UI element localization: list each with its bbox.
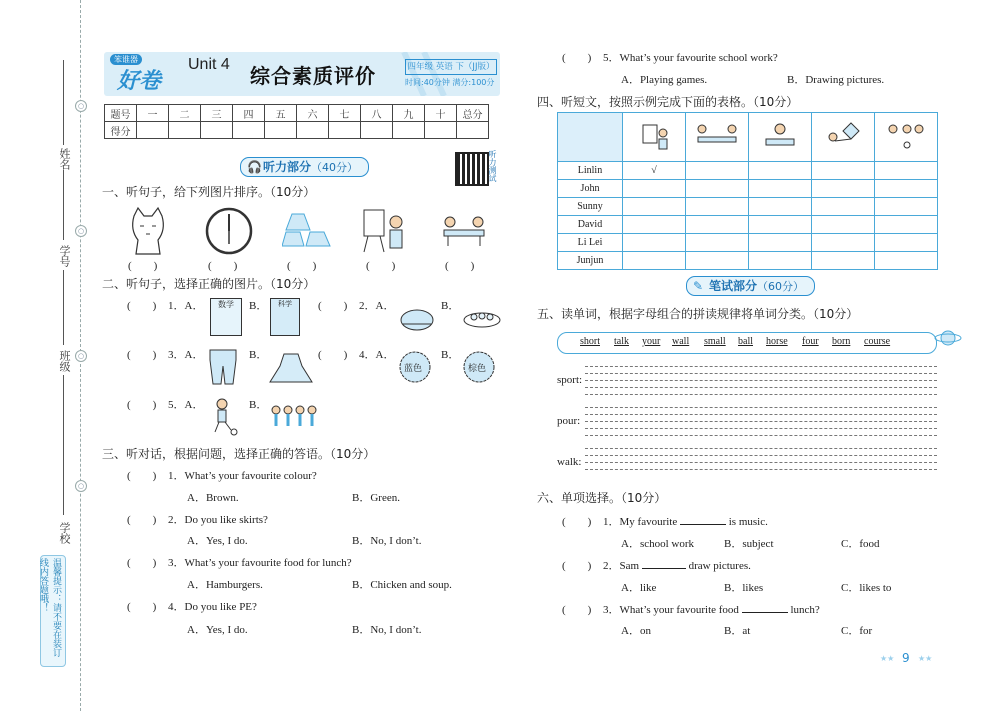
score-cell: 十 — [425, 105, 457, 122]
option-b: B．No, I don’t. — [352, 624, 422, 636]
score-cell: 三 — [201, 105, 233, 122]
score-input-cell[interactable] — [329, 122, 361, 139]
option-b: B．subject — [724, 538, 774, 550]
written-points: （60分） — [757, 280, 805, 293]
option-a: A．Playing games. — [621, 74, 708, 86]
grade-badge: 四年级 英语 下（JJ版） — [405, 59, 497, 75]
math-book-picture — [210, 298, 242, 336]
answer-blank[interactable]: ( ) — [127, 349, 157, 361]
page-title: 综合素质评价 — [250, 64, 376, 88]
answer-blank[interactable]: ( ) — [127, 470, 157, 482]
word: talk — [614, 336, 629, 347]
score-table-header-row — [105, 105, 489, 122]
section-1-title: 一、听句子，给下列图片排序。（10分） — [102, 185, 316, 199]
answer-blank[interactable]: ( ) — [128, 260, 158, 272]
table-cell[interactable] — [812, 234, 875, 252]
table-row — [558, 252, 938, 270]
table-cell[interactable] — [812, 180, 875, 198]
page-number: 9 — [902, 651, 910, 665]
table-row — [558, 198, 938, 216]
option-c: C．likes to — [841, 582, 892, 594]
student-no-label: 学号 — [58, 245, 71, 267]
science-book-picture — [270, 298, 300, 336]
question-3-1: 1．What’s your favourite colour? — [168, 470, 317, 482]
cat-picture — [126, 206, 170, 256]
answer-blank[interactable]: ( ) — [445, 260, 475, 272]
table-cell[interactable] — [686, 216, 749, 234]
student-name: Li Lei — [558, 234, 623, 252]
activity-kite-icon — [812, 113, 875, 162]
write-line[interactable] — [585, 469, 937, 470]
table-cell[interactable] — [875, 252, 938, 270]
table-cell[interactable] — [686, 252, 749, 270]
table-cell[interactable] — [749, 198, 812, 216]
planet-icon — [934, 326, 964, 350]
qr-label: 听力测试 — [488, 150, 497, 182]
class-write-line — [63, 270, 64, 345]
table-cell[interactable] — [623, 252, 686, 270]
student-name: Sunny — [558, 198, 623, 216]
score-input-cell[interactable] — [393, 122, 425, 139]
write-line[interactable] — [585, 387, 937, 388]
table-cell[interactable] — [623, 234, 686, 252]
score-cell: 七 — [329, 105, 361, 122]
student-name: John — [558, 180, 623, 198]
table-cell[interactable] — [812, 216, 875, 234]
word: four — [802, 336, 819, 347]
answer-blank[interactable]: ( ) — [127, 514, 157, 526]
listening-table — [557, 112, 938, 270]
option-b: B． — [441, 349, 460, 361]
table-row — [558, 162, 938, 180]
question-2-5: 5．A． — [168, 399, 204, 411]
clock-picture — [204, 206, 254, 256]
question-2-4: 4．A． — [359, 349, 395, 361]
math-book-label: 数学 — [218, 300, 234, 309]
binding-hole: ○ — [75, 350, 87, 362]
qr-code-icon[interactable] — [455, 152, 489, 186]
table-cell[interactable] — [623, 180, 686, 198]
student-no-write-line — [63, 170, 64, 240]
name-write-line — [63, 60, 64, 145]
score-input-cell[interactable] — [297, 122, 329, 139]
table-cell[interactable] — [686, 180, 749, 198]
write-line[interactable] — [585, 435, 937, 436]
write-line[interactable] — [585, 394, 937, 395]
written-section-header — [686, 276, 815, 296]
activity-drawing-icon — [623, 113, 686, 162]
answer-blank[interactable]: ( ) — [562, 604, 592, 616]
answer-blank[interactable]: ( ) — [127, 399, 157, 411]
option-c: C．food — [841, 538, 880, 550]
check-mark: √ — [623, 162, 686, 180]
category-label-walk: walk: — [557, 456, 582, 468]
written-title: 笔试部分 — [709, 279, 758, 293]
option-b: B．likes — [724, 582, 764, 594]
brand-logo: 好卷 — [117, 69, 162, 94]
option-a: A．Hamburgers. — [187, 579, 263, 591]
question-6-3: 3．What’s your favourite food lunch? — [603, 604, 820, 616]
option-b: B．Chicken and soup. — [352, 579, 452, 591]
write-line[interactable] — [585, 414, 937, 415]
student-name: Linlin — [558, 162, 623, 180]
option-a: A．on — [621, 625, 651, 637]
write-line[interactable] — [585, 448, 937, 449]
option-a: A．Yes, I do. — [187, 624, 248, 636]
score-cell: 题号 — [105, 105, 137, 122]
table-cell[interactable] — [686, 162, 749, 180]
girl-drawing-picture — [360, 206, 410, 254]
section-3-title: 三、听对话，根据问题，选择正确的答语。（10分） — [102, 447, 376, 461]
question-3-2: 2．Do you like skirts? — [168, 514, 268, 526]
student-name: Junjun — [558, 252, 623, 270]
answer-blank[interactable]: ( ) — [562, 560, 592, 572]
table-header-row — [558, 113, 938, 162]
category-label-sport: sport: — [557, 374, 583, 386]
section-2-title: 二、听句子，选择正确的图片。（10分） — [102, 277, 316, 291]
table-cell[interactable] — [875, 162, 938, 180]
listening-title: 听力部分 — [263, 160, 312, 174]
table-cell[interactable] — [686, 234, 749, 252]
section-5-title: 五、读单词，根据字母组合的拼读规律将单词分类。（10分） — [537, 307, 859, 321]
option-a: A．Yes, I do. — [187, 535, 248, 547]
table-cell[interactable] — [749, 180, 812, 198]
option-c: C．for — [841, 625, 873, 637]
option-b: B． — [441, 300, 460, 312]
fill-blank[interactable] — [680, 524, 726, 525]
boy-football-picture — [208, 396, 238, 436]
score-input-cell[interactable] — [233, 122, 265, 139]
option-b: B．Drawing pictures. — [787, 74, 885, 86]
table-cell[interactable] — [875, 216, 938, 234]
write-line[interactable] — [585, 455, 937, 456]
science-book-label: 科学 — [278, 300, 292, 308]
binding-reminder: 温馨提示：请不要在装订线内答题哦！ — [40, 555, 66, 667]
brand-tag: 笨谁器 — [110, 54, 142, 65]
write-line[interactable] — [585, 421, 937, 422]
table-row — [558, 216, 938, 234]
score-cell: 九 — [393, 105, 425, 122]
score-input-cell[interactable] — [361, 122, 393, 139]
answer-blank[interactable]: ( ) — [562, 52, 592, 64]
option-b: B．at — [724, 625, 751, 637]
star-decoration: ★★ — [918, 654, 933, 663]
activity-football-icon — [875, 113, 938, 162]
option-a: A．like — [621, 582, 657, 594]
write-line[interactable] — [585, 380, 937, 381]
table-corner — [558, 113, 623, 162]
answer-blank[interactable]: ( ) — [366, 260, 396, 272]
score-table — [104, 104, 489, 139]
word: course — [864, 336, 891, 347]
score-cell: 五 — [265, 105, 297, 122]
word-bank — [557, 332, 937, 354]
table-cell[interactable] — [812, 252, 875, 270]
score-input-cell[interactable] — [265, 122, 297, 139]
table-cell[interactable] — [749, 162, 812, 180]
children-running-picture — [268, 404, 320, 434]
answer-blank[interactable]: ( ) — [127, 300, 157, 312]
word: born — [832, 336, 851, 347]
dumplings-picture — [462, 306, 502, 328]
answer-blank[interactable]: ( ) — [208, 260, 238, 272]
score-input-cell[interactable] — [169, 122, 201, 139]
school-label: 学校 — [58, 522, 71, 544]
word: your — [642, 336, 661, 347]
table-cell[interactable] — [749, 234, 812, 252]
table-cell[interactable] — [749, 252, 812, 270]
question-3-4: 4．Do you like PE? — [168, 601, 257, 613]
activity-pingpong-icon — [686, 113, 749, 162]
fill-blank[interactable] — [642, 568, 686, 569]
word: small — [704, 336, 726, 347]
option-b: B． — [249, 349, 268, 361]
dress-picture — [268, 352, 314, 384]
answer-blank[interactable]: ( ) — [562, 516, 592, 528]
score-input-cell[interactable] — [137, 122, 169, 139]
score-input-cell[interactable] — [201, 122, 233, 139]
score-cell: 四 — [233, 105, 265, 122]
table-cell[interactable] — [749, 216, 812, 234]
table-cell[interactable] — [812, 162, 875, 180]
question-3-5: 5．What’s your favourite school work? — [603, 52, 778, 64]
write-line[interactable] — [585, 428, 937, 429]
answer-blank[interactable]: ( ) — [127, 601, 157, 613]
binding-hole: ○ — [75, 100, 87, 112]
brown-plate-label: 棕色 — [468, 364, 487, 374]
school-write-line — [63, 375, 64, 515]
fill-blank[interactable] — [742, 612, 788, 613]
pencil-icon: ✎ — [693, 279, 704, 293]
binding-hole: ○ — [75, 225, 87, 237]
question-2-1: 1．A． — [168, 300, 204, 312]
write-line[interactable] — [585, 462, 937, 463]
section-6-title: 六、单项选择。（10分） — [537, 491, 667, 505]
write-line[interactable] — [585, 407, 937, 408]
activity-reading-icon — [749, 113, 812, 162]
score-cell: 一 — [137, 105, 169, 122]
shorts-picture — [208, 348, 238, 386]
name-label: 姓名 — [58, 148, 71, 170]
score-row-label: 得分 — [105, 122, 137, 139]
question-3-3: 3．What’s your favourite food for lunch? — [168, 557, 352, 569]
option-b: B． — [249, 300, 268, 312]
section-4-title: 四、听短文，按照示例完成下面的表格。（10分） — [537, 95, 799, 109]
word: horse — [766, 336, 788, 347]
star-decoration: ★★ — [880, 654, 895, 663]
answer-blank[interactable]: ( ) — [318, 349, 348, 361]
table-cell[interactable] — [875, 234, 938, 252]
skirts-picture — [282, 210, 334, 250]
word: wall — [672, 336, 690, 347]
time-info: 时间:40分钟 满分:100分 — [405, 78, 495, 87]
answer-blank[interactable]: ( ) — [318, 300, 348, 312]
answer-blank[interactable]: ( ) — [287, 260, 317, 272]
table-cell[interactable] — [875, 198, 938, 216]
write-line[interactable] — [585, 366, 937, 367]
question-6-1: 1．My favourite is music. — [603, 516, 768, 528]
option-b: B．No, I don’t. — [352, 535, 422, 547]
class-label: 班级 — [58, 350, 71, 372]
question-2-3: 3．A． — [168, 349, 204, 361]
headphones-icon: 🎧 — [247, 160, 262, 174]
score-cell: 二 — [169, 105, 201, 122]
table-cell[interactable] — [812, 198, 875, 216]
score-input-cell[interactable] — [425, 122, 457, 139]
table-cell[interactable] — [875, 180, 938, 198]
option-a: A．school work — [621, 538, 695, 550]
word: short — [580, 336, 600, 347]
word: ball — [738, 336, 753, 347]
question-6-2: 2．Sam draw pictures. — [603, 560, 751, 572]
blue-plate-label: 蓝色 — [404, 364, 423, 374]
binding-hole: ○ — [75, 480, 87, 492]
listening-points: （40分） — [311, 161, 359, 174]
option-b: B．Green. — [352, 492, 400, 504]
option-b: B． — [249, 399, 268, 411]
score-cell: 六 — [297, 105, 329, 122]
score-input-cell[interactable] — [457, 122, 489, 139]
unit-label: Unit 4 — [188, 56, 230, 73]
table-row — [558, 180, 938, 198]
score-cell: 八 — [361, 105, 393, 122]
score-cell: 总分 — [457, 105, 489, 122]
listening-section-header — [240, 157, 369, 177]
table-row — [558, 234, 938, 252]
score-table-score-row — [105, 122, 489, 139]
boys-table-picture — [440, 210, 488, 250]
table-cell[interactable] — [623, 216, 686, 234]
category-label-pour: pour: — [557, 415, 581, 427]
student-name: David — [558, 216, 623, 234]
table-cell[interactable] — [686, 198, 749, 216]
answer-blank[interactable]: ( ) — [127, 557, 157, 569]
option-a: A．Brown. — [187, 492, 239, 504]
question-2-2: 2．A． — [359, 300, 395, 312]
table-cell[interactable] — [623, 198, 686, 216]
chicken-picture — [398, 302, 436, 332]
write-line[interactable] — [585, 373, 937, 374]
